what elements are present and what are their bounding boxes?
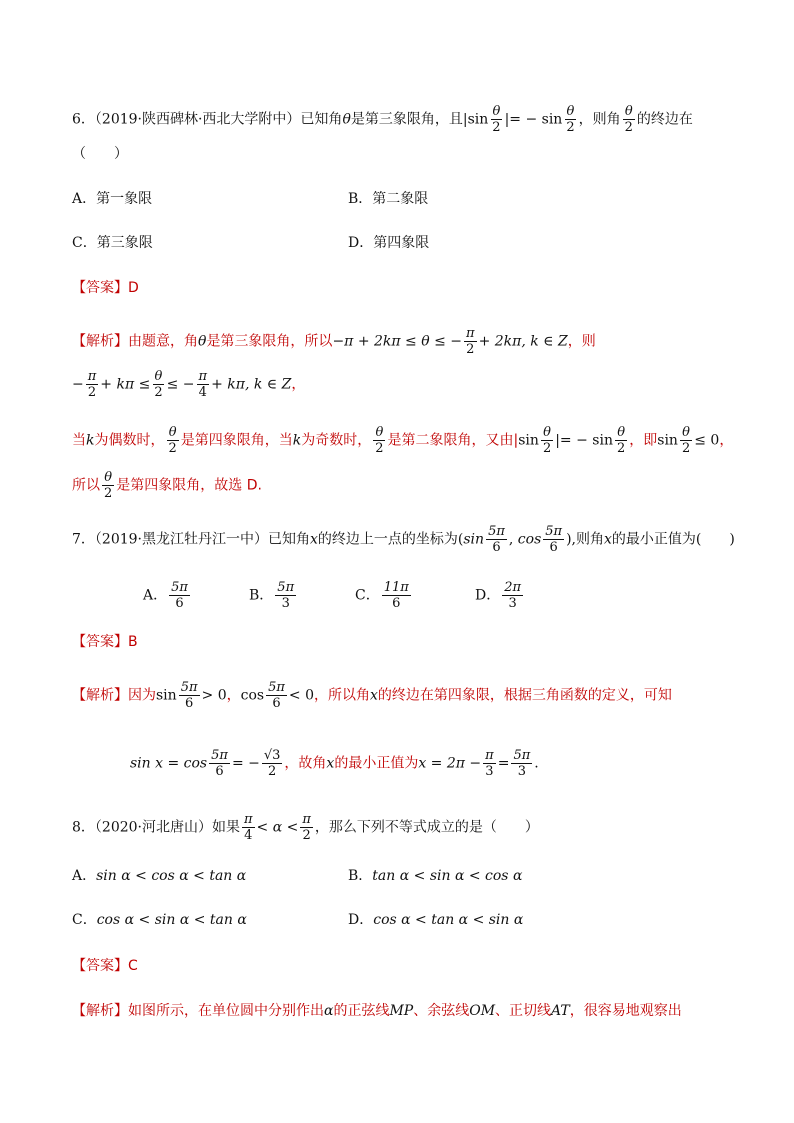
q6-analysis-line4: 所以 $\frac{\theta}{2}$ 是第四象限角，故选 D. [72,470,262,501]
fraction: $\frac{\theta}{2}$ [616,425,626,456]
q6-option-c: C．第三象限 [72,235,153,251]
fraction: $\frac{\theta}{2}$ [624,104,633,135]
fraction: $\frac{\pi}{2}$ [302,812,311,843]
q7-analysis-line1: 【解析】因为sin $\frac{5\pi}{6}$ > 0，cos $\frac{5\pi}{6}$ < 0，所以角x的终边在第四象限，根据三角函数的定义，可知 [72,680,672,711]
q7-stem: 7．（2019·黑龙江牡丹江一中）已知角x的终边上一点的坐标为(sin $\frac{5\pi}{6}$ , cos $\frac{5\pi}{6}$ ),则角x的最小正值为( ) [72,524,735,555]
fraction: $\frac{√3}{2}$ [263,748,281,779]
q7-option-a: A． $\frac{5\pi}{6}$ [143,580,188,611]
q8-option-d: D．cos α < tan α < sin α [348,912,524,928]
q6-analysis-line2: − $\frac{\pi}{2}$ + kπ ≤ $\frac{\theta}{2}$ ≤ − $\frac{\pi}{4}$ + kπ, k ∈ Z， [72,369,306,400]
q6-analysis-line3: 当k为偶数时， $\frac{\theta}{2}$ 是第四象限角，当k为奇数时， $\frac{\theta}{2}$ 是第二象限角，又由|sin $\frac{\theta}{2}$ |= − sin $\frac{\theta}{2}$ ，即sin $\frac{\theta}{2}$ ≤ 0， [72,425,734,456]
fraction: $\frac{\theta}{2}$ [681,425,691,456]
fraction: $\frac{\pi}{4}$ [244,812,253,843]
q8-analysis-line1: 【解析】如图所示，在单位圆中分别作出α的正弦线MP、余弦线OM、正切线AT，很容易地观察出 [72,1003,682,1019]
q7-option-c: C． $\frac{11\pi}{6}$ [355,580,409,611]
fraction: $\frac{\theta}{2}$ [168,425,177,456]
q7-option-b: B． $\frac{5\pi}{3}$ [249,580,295,611]
fraction: $\frac{5\pi}{6}$ [211,748,228,779]
fraction: $\frac{\theta}{2}$ [566,104,575,135]
fraction: $\frac{5\pi}{6}$ [488,524,505,555]
fraction: $\frac{\pi}{2}$ [466,326,475,357]
fraction: $\frac{5\pi}{3}$ [513,748,531,779]
fraction: $\frac{5\pi}{6}$ [268,680,285,711]
q6-option-d: D．第四象限 [348,235,430,251]
q8-option-b: B．tan α < sin α < cos α [348,868,523,884]
q6-analysis-line1: 【解析】由题意，角θ是第三象限角，所以−π + 2kπ ≤ θ ≤ − $\frac{\pi}{2}$ + 2kπ, k ∈ Z，则 [72,326,596,357]
fraction: $\frac{\theta}{2}$ [492,104,501,135]
q8-answer: 【答案】C [72,958,138,974]
q8-stem: 8．（2020·河北唐山）如果 $\frac{\pi}{4}$ < α < $\frac{\pi}{2}$ ，那么下列不等式成立的是（ ） [72,812,539,843]
q6-stem: 6．（2019·陕西碑林·西北大学附中）已知角θ是第三象限角，且|sin $\frac{\theta}{2}$ |= − sin $\frac{\theta}{2}$ ，则角 $\frac{\theta}{2}$ 的终边在 [72,104,693,135]
fraction: $\frac{\theta}{2}$ [104,470,113,501]
fraction: $\frac{\pi}{3}$ [485,748,494,779]
q7-option-d: D． $\frac{2\pi}{3}$ [475,580,522,611]
fraction: $\frac{\theta}{2}$ [154,369,163,400]
q7-analysis-line2: sin x = cos $\frac{5\pi}{6}$ = − $\frac{√3}{2}$ ，故角x的最小正值为x = 2π − $\frac{\pi}{3}$ = $\frac{5\pi}{3}$ . [130,748,539,779]
fraction: $\frac{5\pi}{6}$ [180,680,198,711]
fraction: $\frac{\pi}{4}$ [198,369,208,400]
q6-option-a: A．第一象限 [72,191,153,207]
q8-option-c: C．cos α < sin α < tan α [72,912,247,928]
fraction: $\frac{5\pi}{6}$ [545,524,563,555]
fraction: $\frac{\theta}{2}$ [542,425,552,456]
q7-answer: 【答案】B [72,634,138,650]
fraction: $\frac{\pi}{2}$ [87,369,97,400]
fraction: $\frac{\theta}{2}$ [375,425,384,456]
q6-paren: （ ） [72,146,128,162]
q8-option-a: A．sin α < cos α < tan α [72,868,247,884]
q6-answer: 【答案】D [72,280,139,296]
q6-option-b: B．第二象限 [348,191,429,207]
